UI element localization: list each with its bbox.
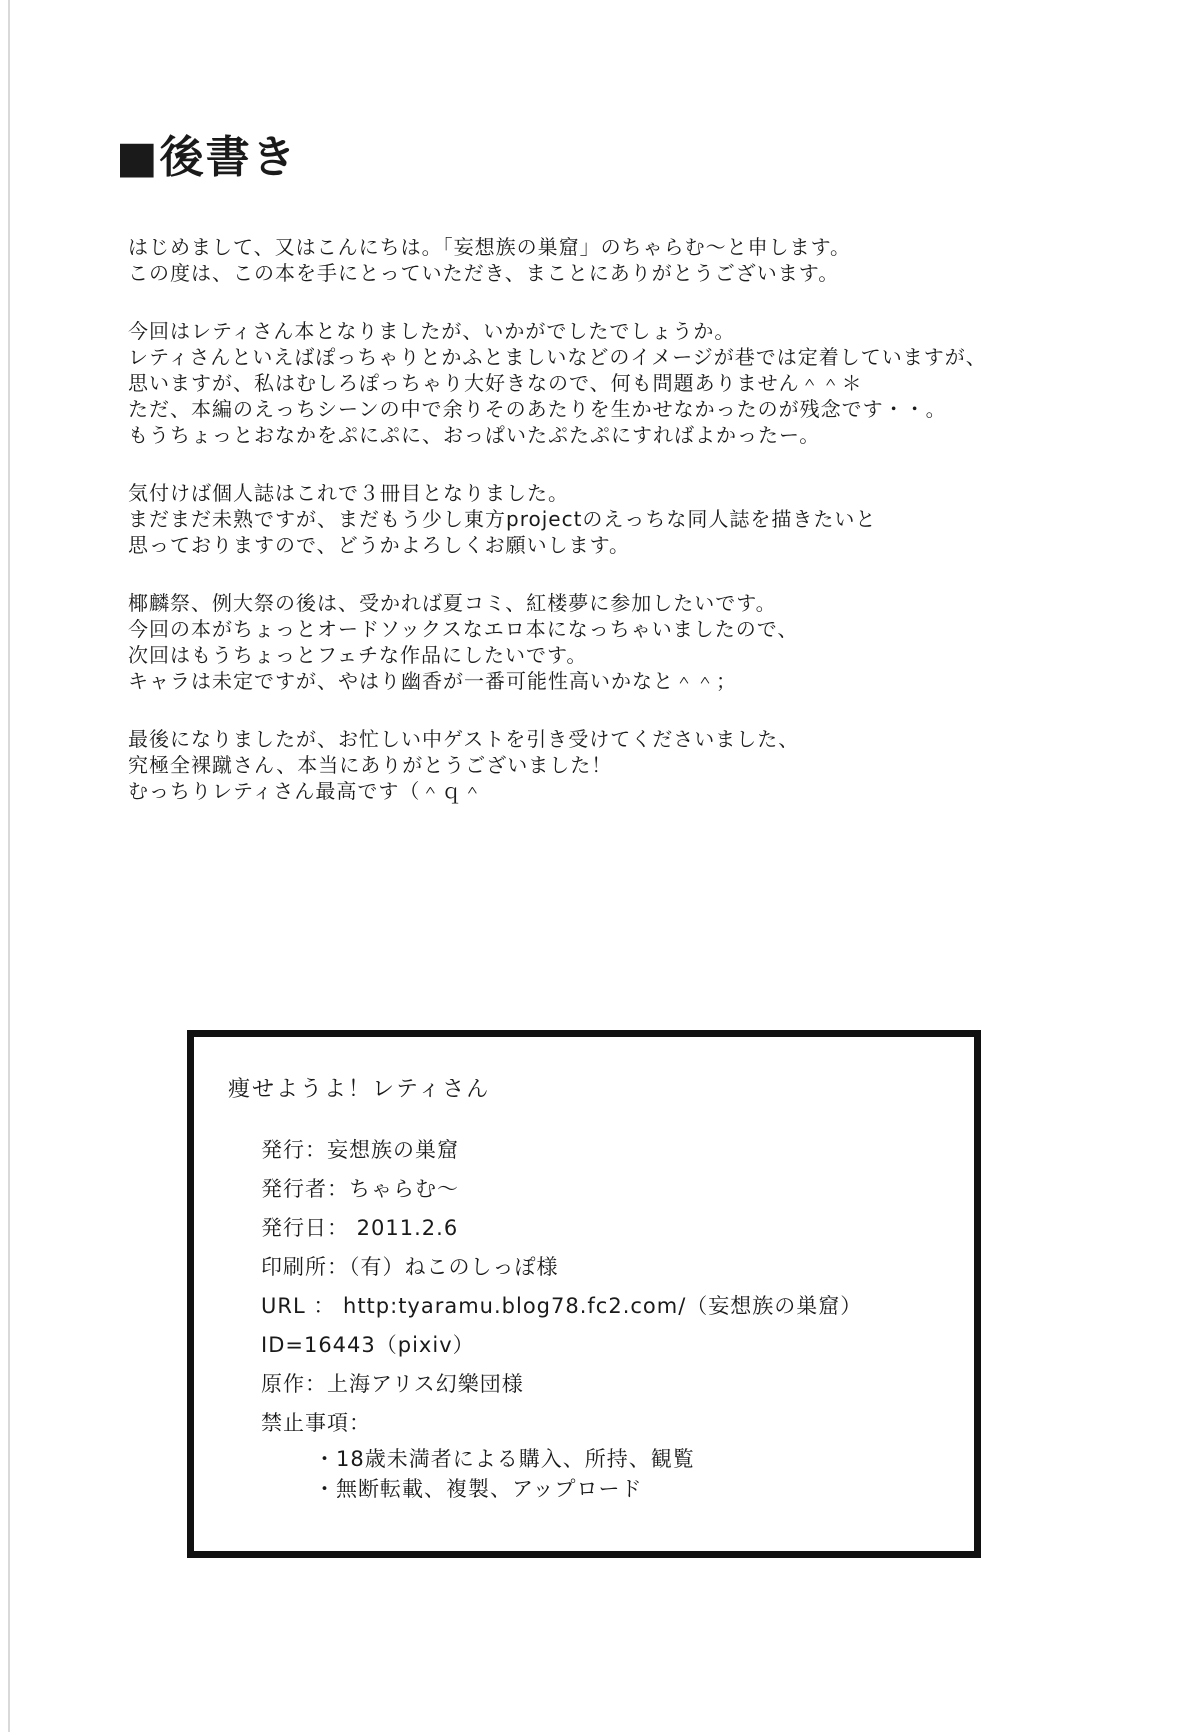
text-line: 今回の本がちょっとオードソックスなエロ本になっちゃいましたので、 [128, 617, 799, 641]
text-line: この度は、この本を手にとっていただき、まことにありがとうございます。 [128, 261, 840, 285]
original-work-field: 原作：上海アリス幻樂団様 [261, 1372, 524, 1396]
text-line: 次回はもうちょっとフェチな作品にしたいです。 [128, 643, 588, 667]
text-line: 究極全裸蹴さん、本当にありがとうございました！ [128, 753, 613, 777]
book-title: 痩せようよ！レティさん [228, 1077, 491, 1102]
paragraph-thanks [128, 726, 1148, 804]
prohibited-list [314, 1444, 695, 1504]
url-field: URL ： http:tyaramu.blog78.fc2.com/（妄想族の巣窟） [261, 1294, 863, 1318]
text-line: まだまだ未熟ですが、まだもう少し東方projectのえっちな同人誌を描きたいと [128, 507, 877, 531]
colophon-fields [261, 1135, 862, 1447]
text-line: 椰麟祭、例大祭の後は、受かれば夏コミ、紅楼夢に参加したいです。 [128, 591, 777, 615]
text-line: ただ、本編のえっちシーンの中で余りそのあたりを生かせなかったのが残念です・・。 [128, 397, 947, 421]
issuer-field: 発行者：ちゃらむ〜 [261, 1177, 459, 1201]
prohibited-item-text: 無断転載、複製、アップロード [336, 1477, 643, 1501]
bullet-icon: ・ [314, 1447, 336, 1471]
text-line: レティさんといえばぽっちゃりとかふとましいなどのイメージが巷では定着していますが、 [128, 345, 987, 369]
text-line: はじめまして、又はこんにちは。「妄想族の巣窟」のちゃらむ〜と申します。 [128, 235, 851, 259]
prohibited-label: 禁止事項： [261, 1411, 371, 1435]
paragraph-greeting [128, 234, 1148, 286]
colophon-box [187, 1030, 981, 1558]
publisher-field: 発行：妄想族の巣窟 [261, 1138, 459, 1162]
afterword-heading: ■後書き [116, 132, 298, 183]
text-line: 最後になりましたが、お忙しい中ゲストを引き受けてくださいました、 [128, 727, 800, 751]
text-line: 思っておりますので、どうかよろしくお願いします。 [128, 533, 630, 557]
prohibited-item-text: 18歳未満者による購入、所持、観覧 [336, 1447, 695, 1471]
paragraph-about-book [128, 318, 1148, 448]
pixiv-id-field: ID=16443（pixiv） [261, 1333, 475, 1357]
paragraph-third-book [128, 480, 1148, 558]
text-line: もうちょっとおなかをぷにぷに、おっぱいたぷたぷにすればよかったー。 [128, 423, 821, 447]
afterword-text [128, 234, 1148, 836]
issue-date-field: 発行日： 2011.2.6 [261, 1216, 459, 1240]
text-line: むっちりレティさん最高です（＾ｑ＾ [128, 779, 484, 803]
text-line: 思いますが、私はむしろぽっちゃり大好きなので、何も問題ありません＾＾＊ [128, 371, 863, 395]
printer-field: 印刷所：（有）ねこのしっぽ様 [261, 1255, 559, 1279]
prohibited-item [314, 1444, 695, 1474]
text-line: 今回はレティさん本となりましたが、いかがでしたでしょうか。 [128, 319, 736, 343]
text-line: 気付けば個人誌はこれで３冊目となりました。 [128, 481, 569, 505]
text-line: キャラは未定ですが、やはり幽香が一番可能性高いかなと＾＾； [128, 669, 737, 693]
bullet-icon: ・ [314, 1477, 336, 1501]
paragraph-future-events [128, 590, 1148, 694]
prohibited-item [314, 1474, 695, 1504]
page-edge-shadow [8, 0, 10, 1732]
